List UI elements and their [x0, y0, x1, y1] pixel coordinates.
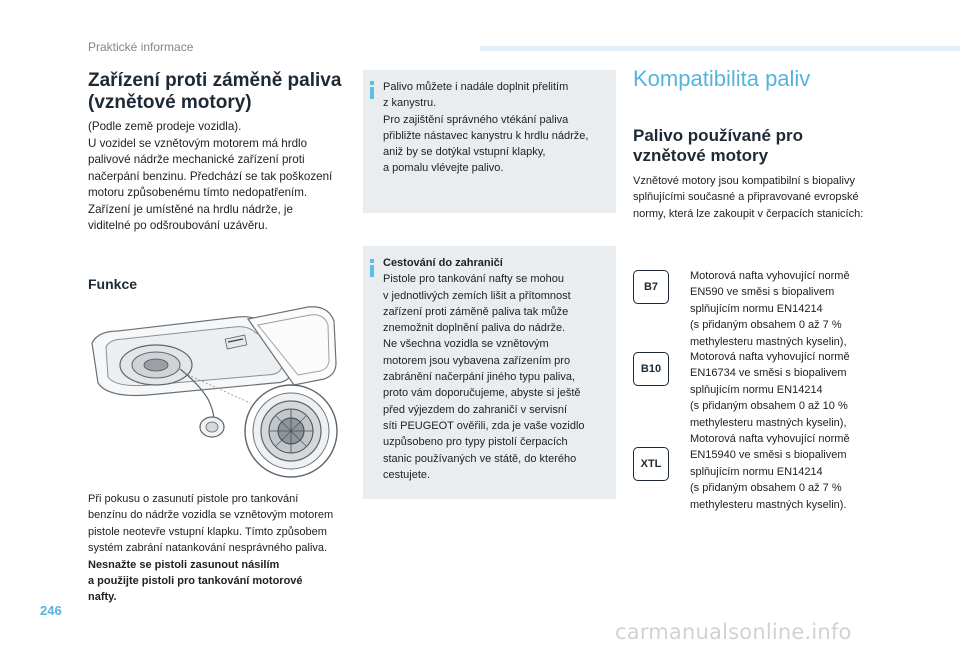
function-paragraph [88, 491, 350, 606]
text-line: splňujícím normu EN14214 [690, 383, 823, 396]
text-line: Při pokusu o zasunutí pistole pro tankování [88, 493, 299, 505]
info-note-travel [363, 246, 616, 499]
compat-intro [633, 173, 903, 222]
note-title: Cestování do zahraničí [383, 257, 503, 269]
text-line: načerpání benzinu. Předchází se tak poškození [88, 169, 333, 183]
text-line: pistole neotevře vstupní klapku. Tímto způsobem [88, 525, 327, 538]
text-line: Zařízení je umístěné na hrdlu nádrže, je [88, 202, 293, 216]
text-line: palivové nádrže mechanické zařízení proti [88, 153, 305, 166]
function-heading: Funkce [88, 276, 138, 292]
text-line: Ne všechna vozidla se vznětovým [383, 338, 549, 351]
text-line: EN590 ve směsi s biopalivem [690, 286, 835, 299]
text-line: Pro zajištění správného vtékání paliva [383, 113, 569, 126]
text-line: motorem jsou vybavena zařízením pro [383, 354, 571, 367]
text-line: Motorová nafta vyhovující normě [690, 351, 850, 363]
page-title: Zařízení proti záměně paliva (vznětové motory) [88, 70, 342, 113]
text-line: systém zabrání natankování nesprávného paliva. [88, 542, 328, 555]
page-number: 246 [40, 603, 62, 618]
header-bar [480, 46, 960, 51]
text-line: zabránění načerpání jiného typu paliva, [383, 371, 576, 384]
fuel-badge-b7-icon: B7 [633, 270, 669, 304]
text-line: Motorová nafta vyhovující normě [690, 433, 850, 445]
text-line: (s přidaným obsahem 0 až 7 % [690, 319, 842, 332]
text-line: benzínu do nádrže vozidla se vznětovým motorem [88, 509, 334, 522]
text-line: viditelné po odšroubování uzávěru. [88, 219, 268, 232]
fuel-description [690, 349, 900, 431]
text-line: v jednotlivých zemích lišit a přítomnost [383, 289, 571, 302]
intro-paragraph [88, 119, 350, 235]
text-line: (s přidaným obsahem 0 až 7 % [690, 482, 842, 495]
text-line: splňujícím normu EN14214 [690, 465, 823, 478]
text-line: motoru způsobenému tímto nedopatřením. [88, 186, 308, 199]
fuel-description [690, 431, 900, 513]
text-line: před výjezdem do zahraničí v servisní [383, 403, 568, 416]
text-line: Motorová nafta vyhovující normě [690, 270, 850, 282]
text-line: uzpůsobeno pro typy pistolí čerpacích [383, 436, 568, 449]
fuel-description [690, 268, 900, 350]
section-title: Praktické informace [88, 40, 194, 54]
warning-line: a použijte pistoli pro tankování motorové [88, 575, 303, 588]
text-line: EN16734 ve směsi s biopalivem [690, 367, 847, 380]
info-icon [370, 259, 374, 277]
text-line: normy, která lze zakoupit v čerpacích stanicích: [633, 207, 864, 220]
text-line: (s přidaným obsahem 0 až 10 % [690, 400, 848, 413]
text-line: EN15940 ve směsi s biopalivem [690, 449, 847, 462]
warning-line: Nesnažte se pistoli zasunout násilím [88, 558, 280, 571]
text-line: (Podle země prodeje vozidla). [88, 120, 242, 133]
text-line: z kanystru. [383, 97, 437, 110]
text-line: Palivo můžete i nadále doplnit přelitím [383, 81, 569, 93]
subsection-heading: Palivo používané pro vznětové motory [633, 126, 804, 165]
text-line: zařízení proti záměně paliva tak může [383, 305, 569, 318]
text-line: a pomalu vlévejte palivo. [383, 162, 504, 175]
text-line: síti PEUGEOT ověřili, zda je vaše vozidlo [383, 419, 585, 432]
warning-line: nafty. [88, 591, 117, 604]
section-heading: Kompatibilita paliv [633, 66, 811, 91]
text-line: methylesteru mastných kyselin), [690, 416, 847, 429]
text-line: přibližte nástavec kanystru k hrdlu nádrže, [383, 129, 589, 142]
text-line: Pistole pro tankování nafty se mohou [383, 273, 564, 286]
info-note-canister [363, 70, 616, 213]
text-line: methylesteru mastných kyselin). [690, 498, 847, 511]
text-line: methylesteru mastných kyselin), [690, 335, 847, 348]
fuel-badge-xtl-icon: XTL [633, 447, 669, 481]
text-line: Vznětové motory jsou kompatibilní s biopalivy [633, 175, 855, 187]
text-line: proto vám doporučujeme, abyste si ještě [383, 387, 581, 400]
text-line: U vozidel se vznětovým motorem má hrdlo [88, 136, 308, 150]
text-line: cestujete. [383, 468, 431, 481]
text-line: splňujícími současné a připravované evropské [633, 191, 859, 204]
text-line: stanic používaných ve státě, do kterého [383, 452, 577, 465]
info-icon [370, 81, 374, 99]
fuel-filler-illustration [88, 303, 342, 481]
fuel-badge-b10-icon: B10 [633, 352, 669, 386]
text-line: aniž by se dotýkal vstupní klapky, [383, 146, 546, 159]
watermark: carmanualsonline.info [615, 620, 852, 644]
text-line: splňujícím normu EN14214 [690, 302, 823, 315]
text-line: znemožnit doplnění paliva do nádrže. [383, 322, 566, 335]
